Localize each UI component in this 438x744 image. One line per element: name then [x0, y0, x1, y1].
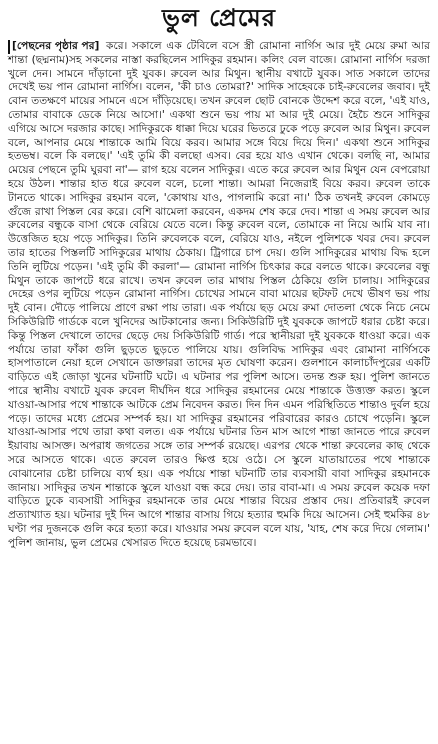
- headline-area: [8, 0, 430, 40]
- continued-from-label: [পেছনের পৃষ্ঠার পর]: [8, 40, 99, 54]
- article-text: করে। সকালে এক টেবিলে বসে স্ত্রী রোমানা নার্গিস আর দুই মেয়ে রুমা আর শান্তা (ছদ্মনাম)সহ সকলের নাস্তা করছিলেন সাদিকুর রহমান। কলিং বেল বাজে। রোমানা নার্গিস দরজা খুলে দেন। সামনে দাঁড়ানো দুই যুবক। রুবেল আর মিথুন। স্থানীয় বখাটে যুবক। সাত সকালে তাদের দেখেই ভয় পান রোমানা নার্গিস। বলেন, 'কী চাও তোমরা?' সাদিক সাহেবকে চাই-রুবেলের জবাব। দুই বোন ততক্ষণে মায়ের সামনে এসে দাঁড়িয়েছে। তখন রুবেল ছোট বোনকে উদ্দেশ করে বলে, 'এই যাও, তোমার বাবাকে ডেকে নিয়ে আসো।' একথা শুনে ভয় পায় মা আর দুই মেয়ে। হৈচৈ শুনে সাদিকুর এগিয়ে আসে দরজার কাছে। সাদিকুরকে ধাক্কা দিয়ে ঘরের ভিতরে ঢুকে পড়ে রুবেল আর মিথুন। রুবেল বলে, আপনার মেয়ে শান্তাকে আমি বিয়ে করব। আমার সঙ্গে বিয়ে দিয়ে দিন।' একথা শুনে সাদিকুর হতভম্ব। বলে কি বলছে।' 'এই তুমি কী বলছো এসব। বের হয়ে যাও এখান থেকে। বলছি না, আমার মেয়ের পেছনে তুমি ঘুরবা না'— রাগ হয়ে বলেন সাদিকুর। এতে করে রুবেল আর মিথুন যেন বেপরোয়া হয়ে উঠল। শান্তার হাত ধরে রুবেল বলে, চলো শান্তা। আমরা নিজেরাই বিয়ে করব। রুবেল তাকে টানতে থাকে। সাদিকুর রহমান বলে, 'কোথায় যাও, পাগলামি করো না।' ঠিক তখনই রুবেল কোমড়ে গুঁজে রাখা পিস্তল বের করে। বেশি ঝামেলা করবেন, একদম শেষ করে দেব। শান্তা এ সময় রুবেল আর রুবেলের বন্ধুকে বাসা থেকে বেরিয়ে যেতে বলে। কিন্তু রুবেল বলে, তোমাকে না নিয়ে আমি যাব না। উত্তেজিত হয়ে পড়ে সাদিকুর। তিনি রুবেলকে বলে, বেরিয়ে যাও, নইলে পুলিশকে খবর দেব। রুবেল তার হাতের পিস্তলটি সাদিকুরের মাথায় ঠেকায়। ট্রিগারে চাপ দেয়। গুলি সাদিকুরের মাথায় বিদ্ধ হলে তিনি লুটিয়ে পড়েন। 'এই তুমি কী করলা'— রোমানা নার্গিস চিৎকার করে বলতে থাকে। রুবেলের বন্ধু মিথুন তাকে জাপটে ধরে রাখে। তখন রুবেল তার মাথায় পিস্তল ঠেকিয়ে গুলি চালায়। সাদিকুরের দেহের ওপর লুটিয়ে পড়েন রোমানা নার্গিস। চোখের সামনে বাবা মায়ের ছটফট দেখে ভীষণ ভয় পায় দুই বোন। দৌড়ে পালিয়ে প্রাণে রক্ষা পায় তারা। এক পর্যায়ে ছড় মেয়ে রুমা দোতলা থেকে নিচে নেমে সিকিউরিটি গার্ডকে বলে খুনিদের আটকানোর জন্য। সিকিউরিটি দুই যুবককে জাপটে ধরার চেষ্টা করে। কিন্তু পিস্তল দেখালে তাদের ছেড়ে দেয় সিকিউরিটি গার্ড। পরে স্থানীয়রা দুই যুবককে ধাওয়া করে। এক পর্যায়ে তারা ফাঁকা গুলি ছুড়তে ছুড়তে পালিয়ে যায়। গুলিবিদ্ধ সাদিকুর এবং রোমানা নার্গিসকে হাসপাতালে নেয়া হলে সেখানে ডাক্তাররা তাদের মৃত ঘোষণা করেন। গুলশানে কালাচাঁদপুরের একটি বাড়িতে এই জোড়া খুনের ঘটনাটি ঘটে। এ ঘটনার পর পুলিশ আসে। তদন্ত শুরু হয়। পুলিশ জানতে পারে স্থানীয় বখাটে যুবক রুবেল দীর্ঘদিন ধরে সাদিকুর রহমানের মেয়ে শান্তাকে উত্ত্যক্ত করত। স্কুলে যাওয়া-আসার পথে শান্তাকে আটকে প্রেম নিবেদন করত। দিন দিন এমন পরিস্থিতিতে শান্তাও দুর্বল হয়ে পড়ে। তাদের মধ্যে প্রেমের সম্পর্ক হয়। যা সাদিকুর রহমানের পরিবারের কারও চোখে পড়েনি। স্কুলে যাওয়া-আসার পথে তারা কথা বলত। এক পর্যায়ে ঘটনার তিন মাস আগে শান্তা জানতে পারে রুবেল ইয়াবায় আসক্ত। অপরাধ জগতের সঙ্গে তার সম্পর্ক রয়েছে। এরপর থেকে শান্তা রুবেলের কাছ থেকে সরে আসতে থাকে। এতে রুবেল তারও ক্ষিপ্ত হয়ে ওঠে। সে স্কুলে যাতায়াতের পথে শান্তাকে বোঝানোর চেষ্টা চালিয়ে ব্যর্থ হয়। এক পর্যায়ে শান্তা ঘটনাটি তার ব্যবসায়ী বাবা সাদিকুর রহমানকে জানায়। সাদিকুর তখন শান্তাকে স্কুলে যাওয়া বন্ধ করে দেয়। তার বাবা-মা। এ সময় রুবেল কয়েক দফা বাড়িতে ঢুকে ব্যবসায়ী সাদিকুর রহমানকে তার মেয়ে শান্তার বিয়ের প্রস্তাব দেয়। প্রতিবারই রুবেল প্রত্যাখ্যাত হয়। ঘটনার দুই দিন আগে শান্তার বাসায় গিয়ে হত্যার হুমকি দিয়ে আসেন। সেই হুমকির ৪৮ ঘণ্টা পর দুজনকে গুলি করে হত্যা করে। যাওয়ার সময় রুবেল বলে যায়, 'যাহ, শেষ করে দিয়ে গেলাম।' পুলিশ জানায়, ভুল প্রেমের খেসারত দিতে হয়েছে চরমভাবে।: [8, 40, 430, 549]
- headline: ভুল প্রেমের: [162, 4, 276, 32]
- article-body: [8, 40, 430, 550]
